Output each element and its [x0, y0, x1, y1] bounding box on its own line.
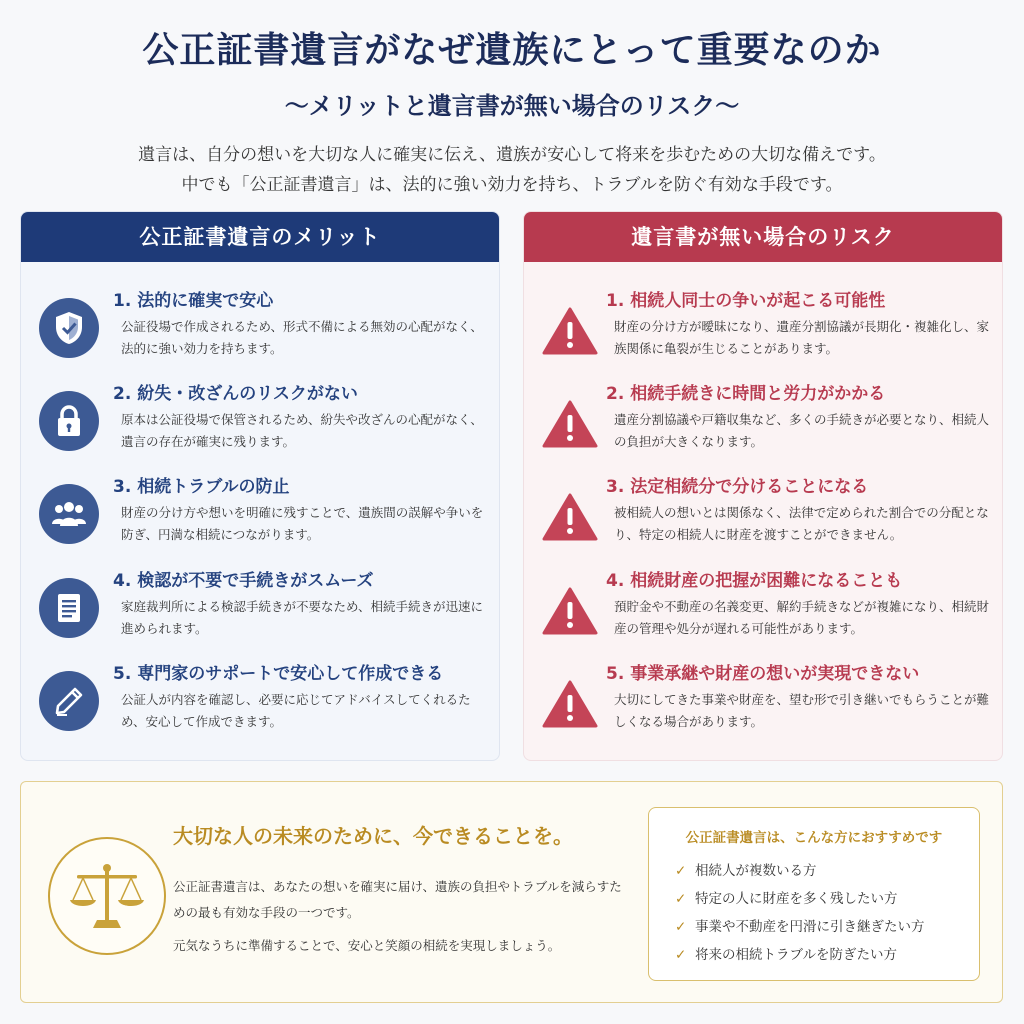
merit-desc: 公証役場で作成されるため、形式不備による無効の心配がなく、法的に強い効力を持ちます。 [121, 319, 483, 356]
lock-icon [39, 391, 99, 451]
check-icon: ✓ [675, 863, 687, 879]
check-icon: ✓ [675, 891, 687, 907]
risk-item [524, 562, 1002, 652]
risk-title: 4. 相続財産の把握が困難になることも [606, 571, 903, 591]
recommendation-item [675, 943, 897, 963]
merit-desc: 財産の分け方や想いを明確に残すことで、遺族間の誤解や争いを防ぎ、円満な相続につながります。 [121, 505, 484, 542]
warning-icon [542, 578, 602, 638]
warning-icon [542, 298, 602, 358]
warning-icon [542, 391, 602, 451]
page-subtitle: 〜メリットと遺言書が無い場合のリスク〜 [284, 91, 740, 120]
risks-panel [523, 211, 1003, 761]
intro-text [0, 140, 1024, 200]
check-icon: ✓ [675, 947, 687, 963]
merit-item [21, 468, 499, 558]
bottom-paragraph-1: 公正証書遺言は、あなたの想いを確実に届け、遺族の負担やトラブルを減らすための最も有効な手段の一つです。 [173, 879, 622, 920]
intro-line-1: 遺言は、自分の想いを大切な人に確実に伝え、遺族が安心して将来を歩むための大切な備えです。 [138, 145, 886, 165]
risk-desc: 大切にしてきた事業や財産を、望む形で引き継いでもらうことが難しくなる場合があります。 [614, 692, 990, 729]
document-icon [39, 578, 99, 638]
bottom-title: 大切な人の未来のために、今できることを。 [173, 824, 573, 848]
merit-title: 4. 検認が不要で手続きがスムーズ [113, 571, 374, 591]
merit-item [21, 282, 499, 372]
intro-line-2: 中でも「公正証書遺言」は、法的に強い効力を持ち、トラブルを防ぐ有効な手段です。 [181, 175, 843, 195]
merit-title: 2. 紛失・改ざんのリスクがない [113, 384, 358, 404]
risk-desc: 被相続人の想いとは関係なく、法律で定められた割合での分配となり、特定の相続人に財産を渡すことができません。 [614, 505, 989, 542]
merit-title: 1. 法的に確実で安心 [113, 291, 274, 311]
recommendation-text: 特定の人に財産を多く残したい方 [695, 891, 898, 907]
merits-panel [20, 211, 500, 761]
risk-item [524, 655, 1002, 745]
merit-desc: 原本は公証役場で保管されるため、紛失や改ざんの心配がなく、遺言の存在が確実に残ります。 [121, 412, 483, 449]
merit-desc: 家庭裁判所による検認手続きが不要なため、相続手続きが迅速に進められます。 [121, 599, 484, 636]
recommendation-item [675, 915, 925, 935]
pen-icon [39, 671, 99, 731]
recommendation-text: 事業や不動産を円滑に引き継ぎたい方 [695, 919, 925, 935]
risks-heading: 遺言書が無い場合のリスク [524, 212, 1002, 262]
merit-item [21, 562, 499, 652]
risk-desc: 財産の分け方が曖昧になり、遺産分割協議が長期化・複雑化し、家族関係に亀裂が生じることがあります。 [614, 319, 990, 356]
recommendation-box [648, 807, 980, 981]
scales-of-justice-icon [48, 837, 166, 955]
risk-desc: 遺産分割協議や戸籍収集など、多くの手続きが必要となり、相続人の負担が大きくなります。 [614, 412, 990, 449]
risk-title: 3. 法定相続分で分けることになる [606, 477, 869, 497]
risk-title: 2. 相続手続きに時間と労力がかかる [606, 384, 886, 404]
risk-desc: 預貯金や不動産の名義変更、解約手続きなどが複雑になり、相続財産の管理や処分が遅れる可能性があります。 [614, 599, 990, 636]
risk-title: 5. 事業承継や財産の想いが実現できない [606, 664, 920, 684]
merit-desc: 公証人が内容を確認し、必要に応じてアドバイスしてくれるため、安心して作成できます。 [121, 692, 471, 729]
bottom-section [20, 781, 1003, 1003]
bottom-paragraph-2: 元気なうちに準備することで、安心と笑顔の相続を実現しましょう。 [173, 938, 561, 953]
recommendation-item [675, 859, 817, 879]
risk-item [524, 468, 1002, 558]
warning-icon [542, 671, 602, 731]
risk-title: 1. 相続人同士の争いが起こる可能性 [606, 291, 886, 311]
merits-heading: 公正証書遺言のメリット [21, 212, 499, 262]
check-icon: ✓ [675, 919, 687, 935]
recommendation-text: 相続人が複数いる方 [695, 863, 817, 879]
people-icon [39, 484, 99, 544]
recommendation-item [675, 887, 898, 907]
merit-item [21, 655, 499, 745]
warning-icon [542, 484, 602, 544]
page-title: 公正証書遺言がなぜ遺族にとって重要なのか [142, 29, 882, 71]
shield-check-icon [39, 298, 99, 358]
merit-title: 3. 相続トラブルの防止 [113, 477, 290, 497]
recommendation-text: 将来の相続トラブルを防ぎたい方 [695, 947, 897, 963]
risk-item [524, 375, 1002, 465]
risk-item [524, 282, 1002, 372]
recommendation-title: 公正証書遺言は、こんな方におすすめです [685, 830, 943, 846]
merit-item [21, 375, 499, 465]
merit-title: 5. 専門家のサポートで安心して作成できる [113, 664, 444, 684]
